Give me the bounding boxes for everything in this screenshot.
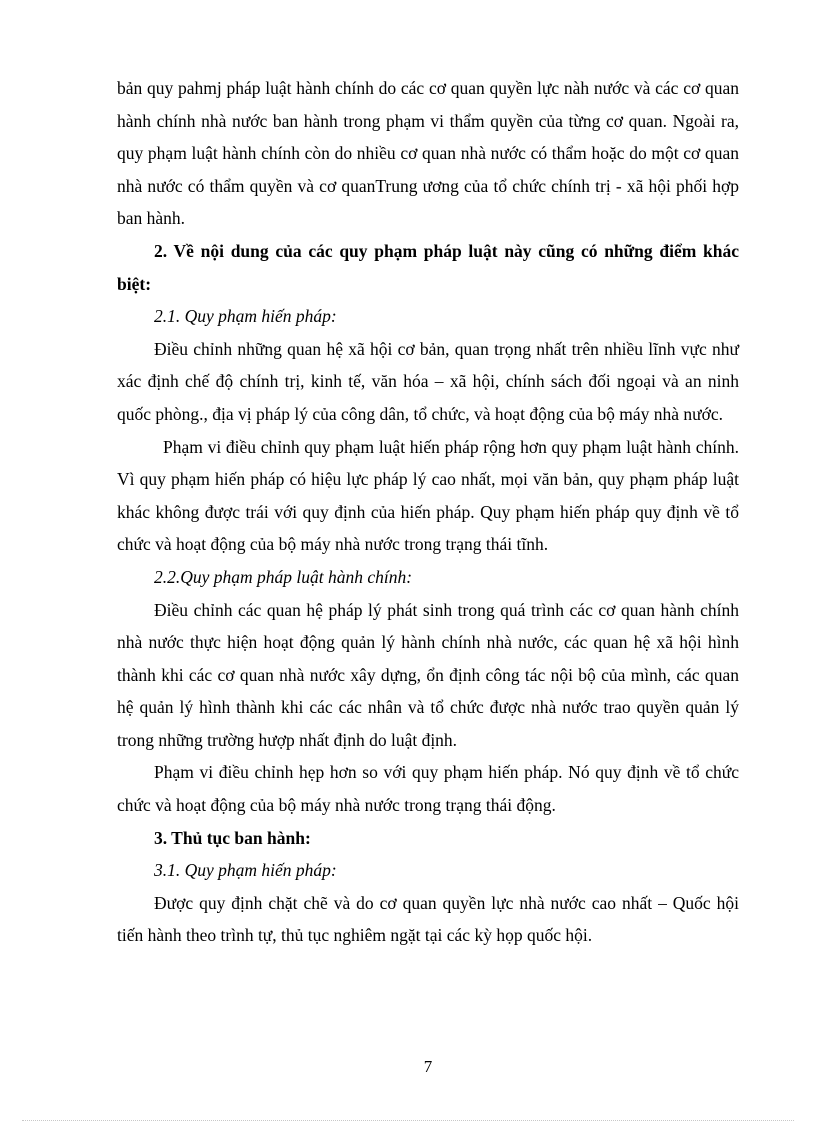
- paragraph-continuation: bản quy pahmj pháp luật hành chính do các cơ quan quyền lực nàh nước và các cơ quan hành chính nhà nước ban hành trong phạm vi thẩm quyền của từng cơ quan. Ngoài ra, quy phạm luật hành chính còn do nhiều cơ quan nhà nước có thẩm hoặc do một cơ quan nhà nước có thẩm quyền và cơ quanTrung ương của tổ chức chính trị - xã hội phối hợp ban hành.: [117, 78, 739, 229]
- page-number: 7: [423, 1057, 433, 1076]
- paragraph-constitution-scope: Điều chỉnh những quan hệ xã hội cơ bản, quan trọng nhất trên nhiều lĩnh vực như xác định chế độ chính trị, kinh tế, văn hóa – xã hội, chính sách đối ngoại và an ninh quốc phòng., địa vị pháp lý của công dân, tổ chức, và hoạt động của bộ máy nhà nước.: [117, 338, 739, 424]
- paragraph-administrative-scope: Điều chỉnh các quan hệ pháp lý phát sinh trong quá trình các cơ quan hành chính nhà nước thực hiện hoạt động quản lý hành chính nhà nước, các quan hệ xã hội hình thành khi các cơ quan nhà nước xây dựng, ổn định công tác nội bộ của mình, các quan hệ quản lý hình thành khi các các nhân và tổ chức được nhà nước trao quyền quản lý trong những trường hượp nhất định do luật định.: [117, 599, 739, 750]
- section-heading-3: 3. Thủ tục ban hành:: [154, 827, 311, 848]
- page-bottom-divider: [22, 1120, 794, 1121]
- subsection-heading-2-2: 2.2.Quy phạm pháp luật hành chính:: [154, 566, 413, 587]
- paragraph-administrative-range: Phạm vi điều chỉnh hẹp hơn so với quy phạm hiến pháp. Nó quy định về tổ chức chức và hoạt động của bộ máy nhà nước trong trạng thái động.: [117, 762, 739, 816]
- document-body: [117, 72, 739, 952]
- paragraph-constitution-range: Phạm vi điều chỉnh quy phạm luật hiến pháp rộng hơn quy phạm luật hành chính. Vì quy phạm hiến pháp có hiệu lực pháp lý cao nhất, mọi văn bản, quy phạm pháp luật khác không được trái với quy định của hiến pháp. Quy phạm hiến pháp quy định về tổ chức và hoạt động của bộ máy nhà nước trong trạng thái tĩnh.: [117, 436, 739, 555]
- subsection-heading-3-1: 3.1. Quy phạm hiến pháp:: [154, 860, 337, 881]
- subsection-heading-2-1: 2.1. Quy phạm hiến pháp:: [154, 306, 337, 327]
- section-heading-2: 2. Về nội dung của các quy phạm pháp luật này cũng có những điểm khác biệt:: [117, 240, 739, 294]
- paragraph-procedure: Được quy định chặt chẽ và do cơ quan quyền lực nhà nước cao nhất – Quốc hội tiến hành theo trình tự, thủ tục nghiêm ngặt tại các kỳ họp quốc hội.: [117, 892, 739, 946]
